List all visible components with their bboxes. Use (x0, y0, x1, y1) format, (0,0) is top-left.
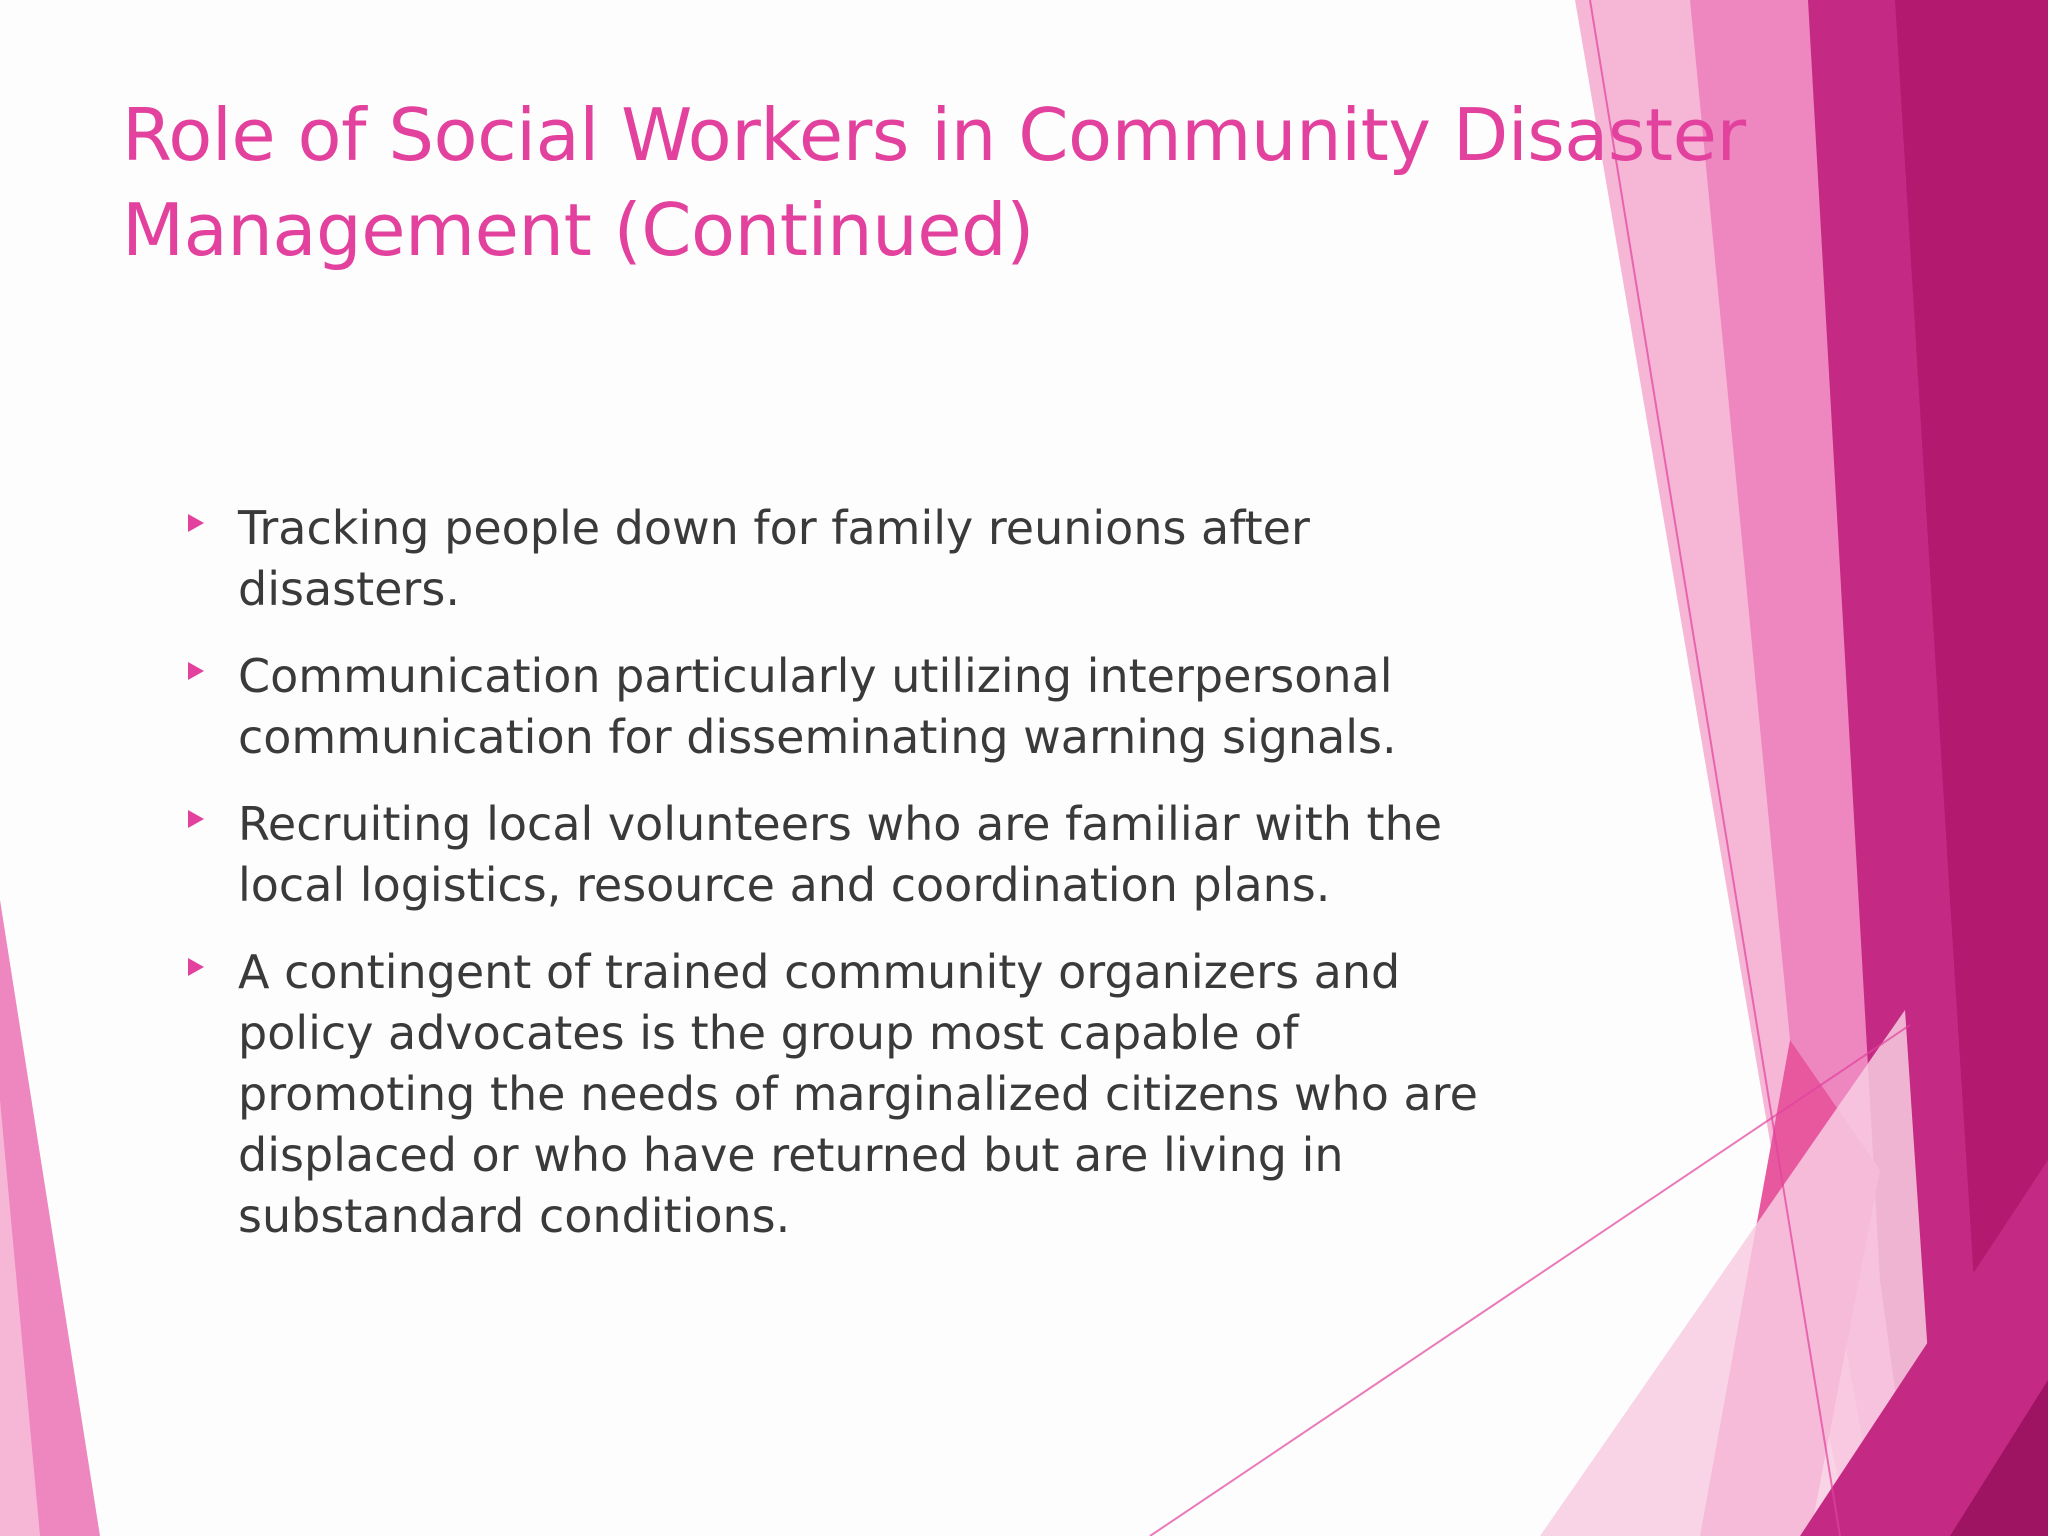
bullet-text: Communication particularly utilizing interpersonal communication for disseminating warning signals. (238, 649, 1397, 764)
triangle-right-icon (188, 810, 204, 828)
list-item (184, 794, 1504, 916)
list-item (184, 498, 1504, 620)
slide-title: Role of Social Workers in Community Disaster Management (Continued) (122, 93, 1746, 272)
triangle-right-icon (188, 514, 204, 532)
triangle-right-icon (188, 662, 204, 680)
triangle-right-icon (188, 958, 204, 976)
bullet-text: A contingent of trained community organizers and policy advocates is the group most capable of promoting the needs of marginalized citizens who are displaced or who have returned but are living in substandard conditions. (238, 945, 1478, 1243)
bullet-text: Recruiting local volunteers who are familiar with the local logistics, resource and coordination plans. (238, 797, 1443, 912)
list-item (184, 942, 1504, 1247)
bullet-list (184, 498, 1504, 1273)
bullet-text: Tracking people down for family reunions after disasters. (238, 501, 1310, 616)
list-item (184, 646, 1504, 768)
